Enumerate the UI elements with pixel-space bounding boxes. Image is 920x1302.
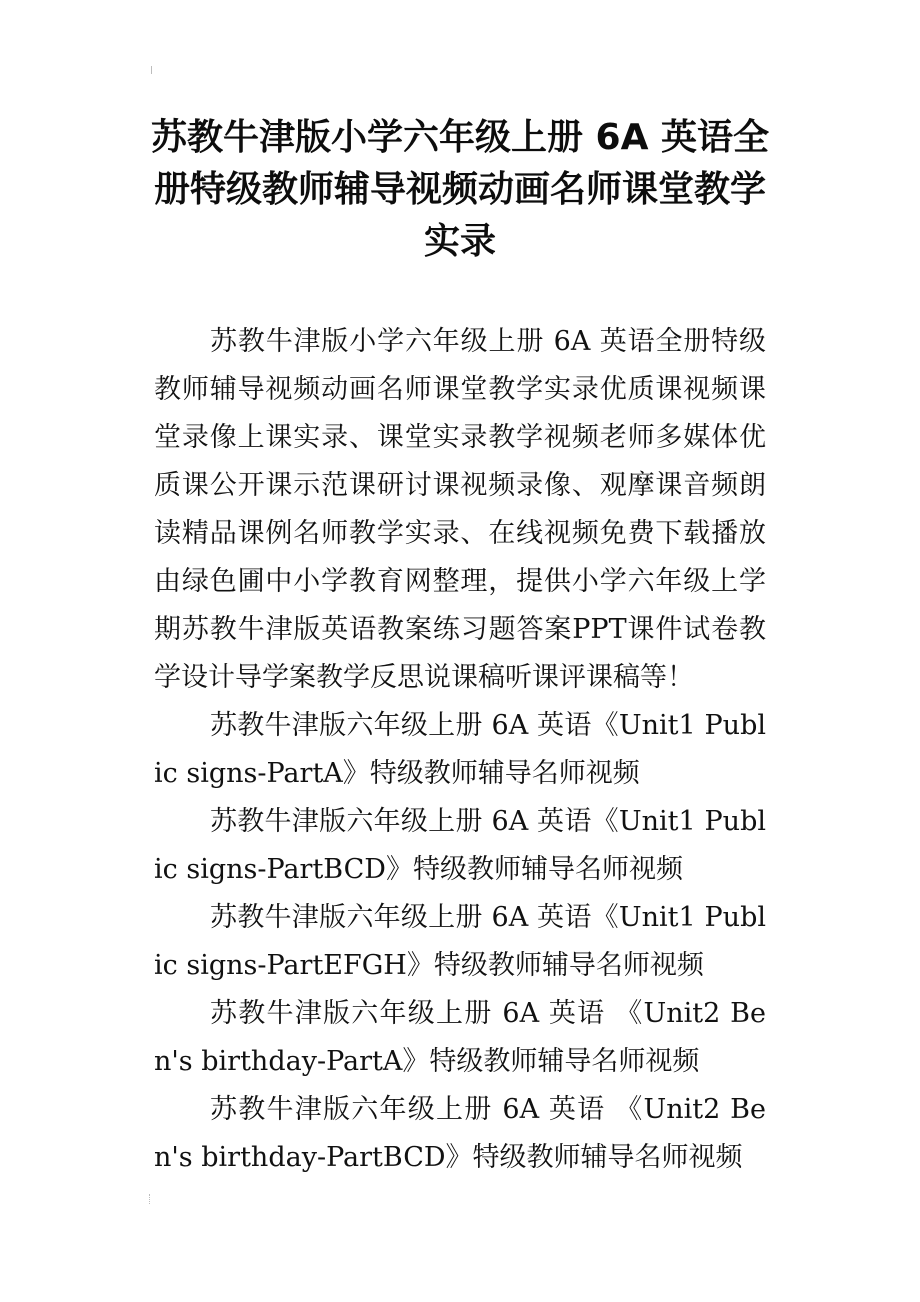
document-body [154,318,766,1182]
corner-crop-mark [149,1194,154,1204]
list-item: 苏教牛津版六年级上册 6A 英语 《Unit2 Ben's birthday-PartA》特级教师辅导名师视频 [154,998,766,1077]
list-item: 苏教牛津版六年级上册 6A 英语《Unit1 Public signs-PartA》特级教师辅导名师视频 [154,710,766,789]
corner-crop-mark [151,66,156,74]
list-item: 苏教牛津版六年级上册 6A 英语《Unit1 Public signs-PartEFGH》特级教师辅导名师视频 [154,902,766,981]
list-item: 苏教牛津版六年级上册 6A 英语 《Unit2 Ben's birthday-PartBCD》特级教师辅导名师视频 [154,1094,766,1173]
list-item: 苏教牛津版六年级上册 6A 英语《Unit1 Public signs-PartBCD》特级教师辅导名师视频 [154,806,766,885]
document-title: 苏教牛津版小学六年级上册 6A 英语全册特级教师辅导视频动画名师课堂教学实录 [151,117,769,262]
intro-paragraph: 苏教牛津版小学六年级上册 6A 英语全册特级教师辅导视频动画名师课堂教学实录优质课视频课堂录像上课实录、课堂实录教学视频老师多媒体优质课公开课示范课研讨课视频录像、观摩课音频朗读精品课例名师教学实录、在线视频免费下载播放由绿色圃中小学教育网整理，提供小学六年级上学期苏教牛津版英语教案练习题答案PPT课件试卷教学设计导学案教学反思说课稿听课评课稿等！ [154,326,766,693]
